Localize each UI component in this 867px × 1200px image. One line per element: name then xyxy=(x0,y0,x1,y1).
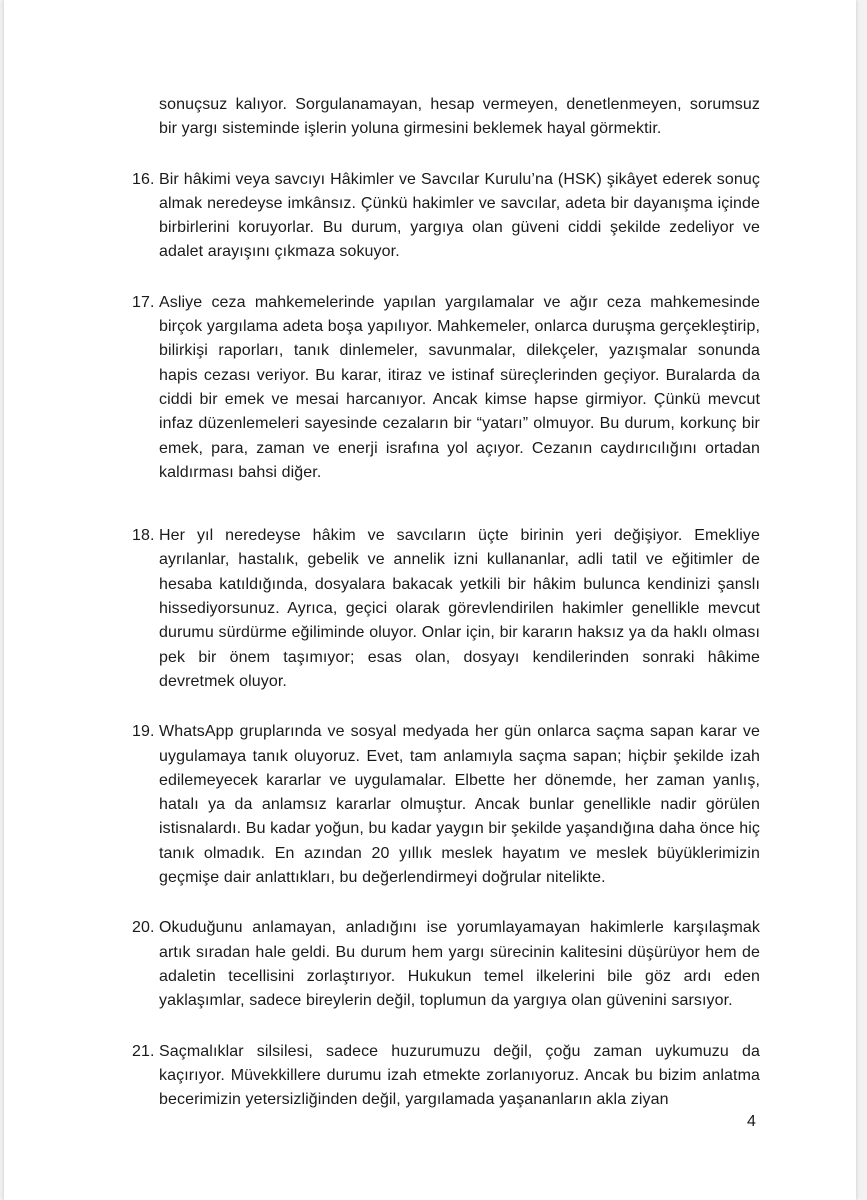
list-item-19 xyxy=(132,720,760,890)
continuation-paragraph: sonuçsuz kalıyor. Sorgulanamayan, hesap vermeyen, denetlenmeyen, sorumsuz bir yargı sisteminde işlerin yoluna girmesini beklemek hayal görmektir. xyxy=(159,96,760,138)
page-number: 4 xyxy=(747,1113,756,1130)
list-item-number: 16. xyxy=(132,170,155,188)
list-item-20 xyxy=(132,916,760,1013)
list-item-text: WhatsApp gruplarında ve sosyal medyada her gün onlarca saçma sapan karar ve uygulamaya tanık oluyoruz. Evet, tam anlamıyla saçma sapan; hiçbir şekilde izah edilemeyecek kararlar ve uygulamalar. Elbette her dönemde, her zaman yanlış, hatalı ya da anlamsız kararlar olmuştur. Ancak bunlar genellikle nadir görülen istisnalardı. Bu kadar yoğun, bu kadar yaygın bir şekilde yaşandığına daha önce hiç tanık olmadık. En azından 20 yıllık meslek hayatım ve meslek büyüklerimizin geçmişe dair anlattıkları, bu değerlendirmeyi doğrular nitelikte. xyxy=(159,723,760,887)
list-item-number: 19. xyxy=(132,723,155,741)
list-item-16 xyxy=(132,168,760,265)
list-item-text: Asliye ceza mahkemelerinde yapılan yargılamalar ve ağır ceza mahkemesinde birçok yargılama adeta boşa yapılıyor. Mahkemeler, onlarca duruşma gerçekleştirip, bilirkişi raporları, tanık dinlemeler, savunmalar, dilekçeler, yazışmalar sonunda hapis cezası veriyor. Bu karar, itiraz ve istinaf süreçlerinden geçiyor. Buralarda da ciddi bir emek ve mesai harcanıyor. Ancak kimse hapse girmiyor. Çünkü mevcut infaz düzenlemeleri sayesinde cezaların bir “yatarı” olmuyor. Bu durum, korkunç bir emek, para, zaman ve enerji israfına yol açıyor. Cezanın caydırıcılığını ortadan kaldırması bahsi diğer. xyxy=(159,293,760,481)
list-item-18 xyxy=(132,524,760,694)
list-item-text: Saçmalıklar silsilesi, sadece huzurumuzu değil, çoğu zaman uykumuzu da kaçırıyor. Müvekkillere durumu izah etmekte zorlanıyoruz. Ancak bu bizim anlatma becerimizin yetersizliğinden değil, yargılamada yaşananların akla ziyan xyxy=(159,1042,760,1109)
list-item-number: 20. xyxy=(132,919,155,937)
list-item-text: Okuduğunu anlamayan, anladığını ise yorumlayamayan hakimlerle karşılaşmak artık sıradan hale geldi. Bu durum hem yargı sürecinin kalitesini düşürüyor hem de adaletin tecellisini zorlaştırıyor. Hukukun temel ilkelerini bile göz ardı eden yaklaşımlar, sadece bireylerin değil, toplumun da yargıya olan güvenini sarsıyor. xyxy=(159,919,760,1010)
list-item-number: 18. xyxy=(132,527,155,545)
document-body xyxy=(132,93,760,1138)
list-item-number: 17. xyxy=(132,293,155,311)
list-item-17 xyxy=(132,291,760,485)
list-item-text: Bir hâkimi veya savcıyı Hâkimler ve Savcılar Kurulu’na (HSK) şikâyet ederek sonuç almak neredeyse imkânsız. Çünkü hakimler ve savcılar, adeta bir dayanışma içinde birbirlerini koruyorlar. Bu durum, yargıya olan güveni ciddi şekilde zedeliyor ve adalet arayışını çıkmaza sokuyor. xyxy=(159,170,760,261)
list-item-21 xyxy=(132,1040,760,1113)
list-item-number: 21. xyxy=(132,1042,155,1060)
list-item-text: Her yıl neredeyse hâkim ve savcıların üçte birinin yeri değişiyor. Emekliye ayrılanlar, hastalık, gebelik ve annelik izni kullananlar, adli tatil ve eğitimler de hesaba katıldığında, dosyalara bakacak yetkili bir hâkim bulunca kendinizi şanslı hissediyorsunuz. Ayrıca, geçici olarak görevlendirilen hakimler genellikle mevcut durumu sürdürme eğiliminde oluyor. Onlar için, bir kararın haksız ya da haklı olması pek bir önem taşımıyor; esas olan, dosyayı kendilerinden sonraki hâkime devretmek oluyor. xyxy=(159,527,760,690)
